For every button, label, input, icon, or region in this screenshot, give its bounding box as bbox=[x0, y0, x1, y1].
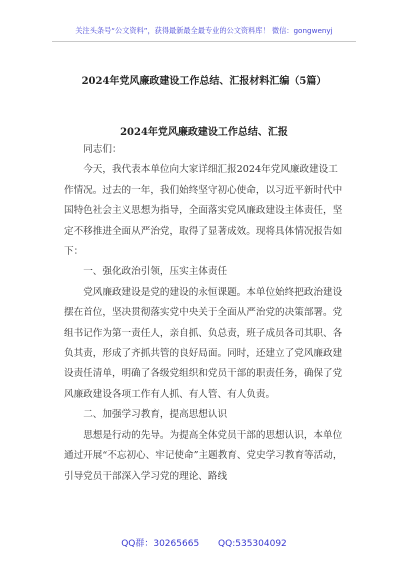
document-body bbox=[64, 140, 346, 487]
footer-qq-group: QQ群：30265665 bbox=[121, 539, 200, 549]
header-divider bbox=[52, 41, 356, 42]
salutation: 同志们： bbox=[83, 144, 122, 155]
section-title: 2024年党风廉政建设工作总结、汇报 bbox=[120, 127, 288, 138]
heading-two: 二、加强学习教育，提高思想认识 bbox=[83, 409, 228, 421]
paragraph-one: 党风廉政建设是党的建设的永恒课题。本单位始终把政治建设摆在首位，坚决贯彻落实党中央关于全面从严治党的决策部署。党组书记作为第一责任人，亲自抓、负总责，班子成员各司其职、各负其责，形成了齐抓共管的良好局面。同时，还建立了党风廉政建设责任清单，明确了各级党组织和党员干部的职责任务，确保了党风廉政建设各项工作有人抓、有人管、有人负责。 bbox=[64, 286, 343, 400]
paragraph-intro: 今天，我代表本单位向大家详细汇报2024年党风廉政建设工作情况。过去的一年，我们始终坚守初心使命，以习近平新时代中国特色社会主义思想为指导，全面落实党风廉政建设主体责任，坚定不移推进全面从严治党，取得了显著成效。现将具体情况报告如下： bbox=[64, 164, 343, 258]
footer-contact bbox=[0, 536, 408, 549]
header-banner: 关注头条号“公文资料”，获得最新最全最专业的公文资料库！ 微信：gongwenyj bbox=[75, 26, 333, 35]
heading-one: 一、强化政治引领，压实主体责任 bbox=[83, 266, 228, 278]
footer-qq: QQ:535304092 bbox=[218, 539, 287, 549]
document-title: 2024年党风廉政建设工作总结、汇报材料汇编（5篇） bbox=[81, 76, 327, 87]
paragraph-two: 思想是行动的先导。为提高全体党员干部的思想认识，本单位通过开展“不忘初心、牢记使命”主题教育、党史学习教育等活动，引导党员干部深入学习党的理论、路线 bbox=[64, 429, 343, 482]
